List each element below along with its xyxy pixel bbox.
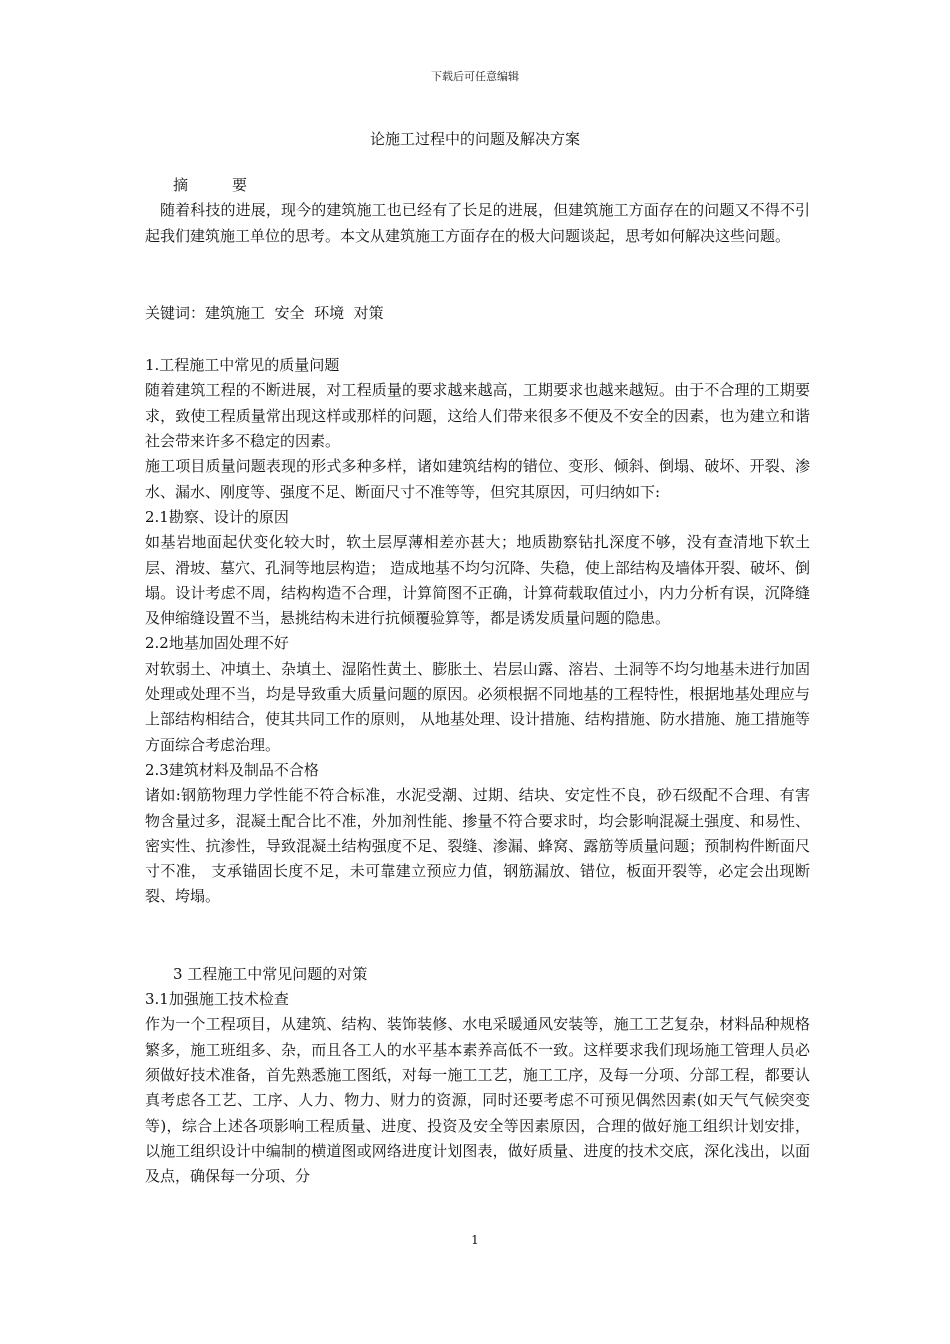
section-2-3-heading: 2.3建筑材料及制品不合格	[145, 760, 319, 779]
section-1-paragraph-2: 施工项目质量问题表现的形式多种多样，诸如建筑结构的错位、变形、倾斜、倒塌、破坏、开裂、渗水、漏水、刚度等、强度不足、断面尺寸不准等等，但究其原因，可归纳如下:	[145, 457, 810, 501]
document-body	[145, 173, 810, 1189]
keywords: 关键词：建筑施工 安全 环境 对策	[145, 303, 384, 322]
abstract-label-left: 摘	[173, 176, 189, 194]
header-note: 下载后可任意编辑	[431, 70, 519, 83]
abstract-text: 随着科技的进展，现今的建筑施工也已经有了长足的进展，但建筑施工方面存在的问题又不得不引起我们建筑施工单位的思考。本文从建筑施工方面存在的极大问题谈起，思考如何解决这些问题。	[145, 201, 810, 245]
section-2-3-text: 诸如:钢筋物理力学性能不符合标准，水泥受潮、过期、结块、安定性不良，砂石级配不合理、有害物含量过多，混凝土配合比不准，外加剂性能、掺量不符合要求时，均会影响混凝土强度、和易性、密实性、抗渗性，导致混凝土结构强度不足、裂缝、渗漏、蜂窝、露筋等质量问题；预制构件断面尺寸不准， 支承锚固长度不足，未可靠建立预应力值，钢筋漏放、错位，板面开裂等，必定会出现断裂、垮塌。	[145, 786, 810, 906]
document-title: 论施工过程中的问题及解决方案	[369, 130, 580, 148]
section-3-1-heading: 3.1加强施工技术检查	[145, 990, 289, 1009]
abstract-label-right: 要	[232, 176, 248, 194]
section-1-paragraph-1: 随着建筑工程的不断进展，对工程质量的要求越来越高，工期要求也越来越短。由于不合理的工期要求，致使工程质量常出现这样或那样的问题，这给人们带来很多不便及不安全的因素，也为建立和谐社会带来许多不稳定的因素。	[145, 381, 810, 451]
section-2-2-text: 对软弱土、冲填土、杂填土、湿陷性黄土、膨胀土、岩层山露、溶岩、土洞等不均匀地基未进行加固处理或处理不当，均是导致重大质量问题的原因。必须根据不同地基的工程特性，根据地基处理应与上部结构相结合，使其共同工作的原则， 从地基处理、设计措施、结构措施、防水措施、施工措施等方面综合考虑治理。	[145, 659, 810, 754]
page-number: 1	[471, 1233, 479, 1247]
section-3-heading: 3 工程施工中常见问题的对策	[173, 964, 368, 983]
abstract-label	[145, 173, 810, 198]
section-1-heading: 1.工程施工中常见的质量问题	[145, 356, 340, 375]
section-2-1-text: 如基岩地面起伏变化较大时，软土层厚薄相差亦甚大；地质勘察钻扎深度不够，没有查清地下软土层、滑坡、墓穴、孔洞等地层构造； 造成地基不均匀沉降、失稳，使上部结构及墙体开裂、破坏、倒塌。设计考虑不周，结构构造不合理，计算简图不正确，计算荷载取值过小，内力分析有误，沉降缝及伸缩缝设置不当，悬挑结构未进行抗倾覆验算等，都是诱发质量问题的隐患。	[145, 533, 810, 628]
section-2-1-heading: 2.1勘察、设计的原因	[145, 507, 289, 526]
section-3-1-text: 作为一个工程项目，从建筑、结构、装饰装修、水电采暖通风安装等，施工工艺复杂，材料品种规格繁多，施工班组多、杂，而且各工人的水平基本素养高低不一致。这样要求我们现场施工管理人员必须做好技术准备，首先熟悉施工图纸，对每一施工工艺，施工工序，及每一分项、分部工程，都要认真考虑各工艺、工序、人力、物力、财力的资源，同时还要考虑不可预见偶然因素(如天气气候突变等)，综合上述各项影响工程质量、进度、投资及安全等因素原因，合理的做好施工组织计划安排，以施工组织设计中编制的横道图或网络进度计划图表，做好质量、进度的技术交底，深化浅出，以面及点，确保每一分项、分	[145, 1015, 810, 1186]
section-2-2-heading: 2.2地基加固处理不好	[145, 634, 289, 653]
